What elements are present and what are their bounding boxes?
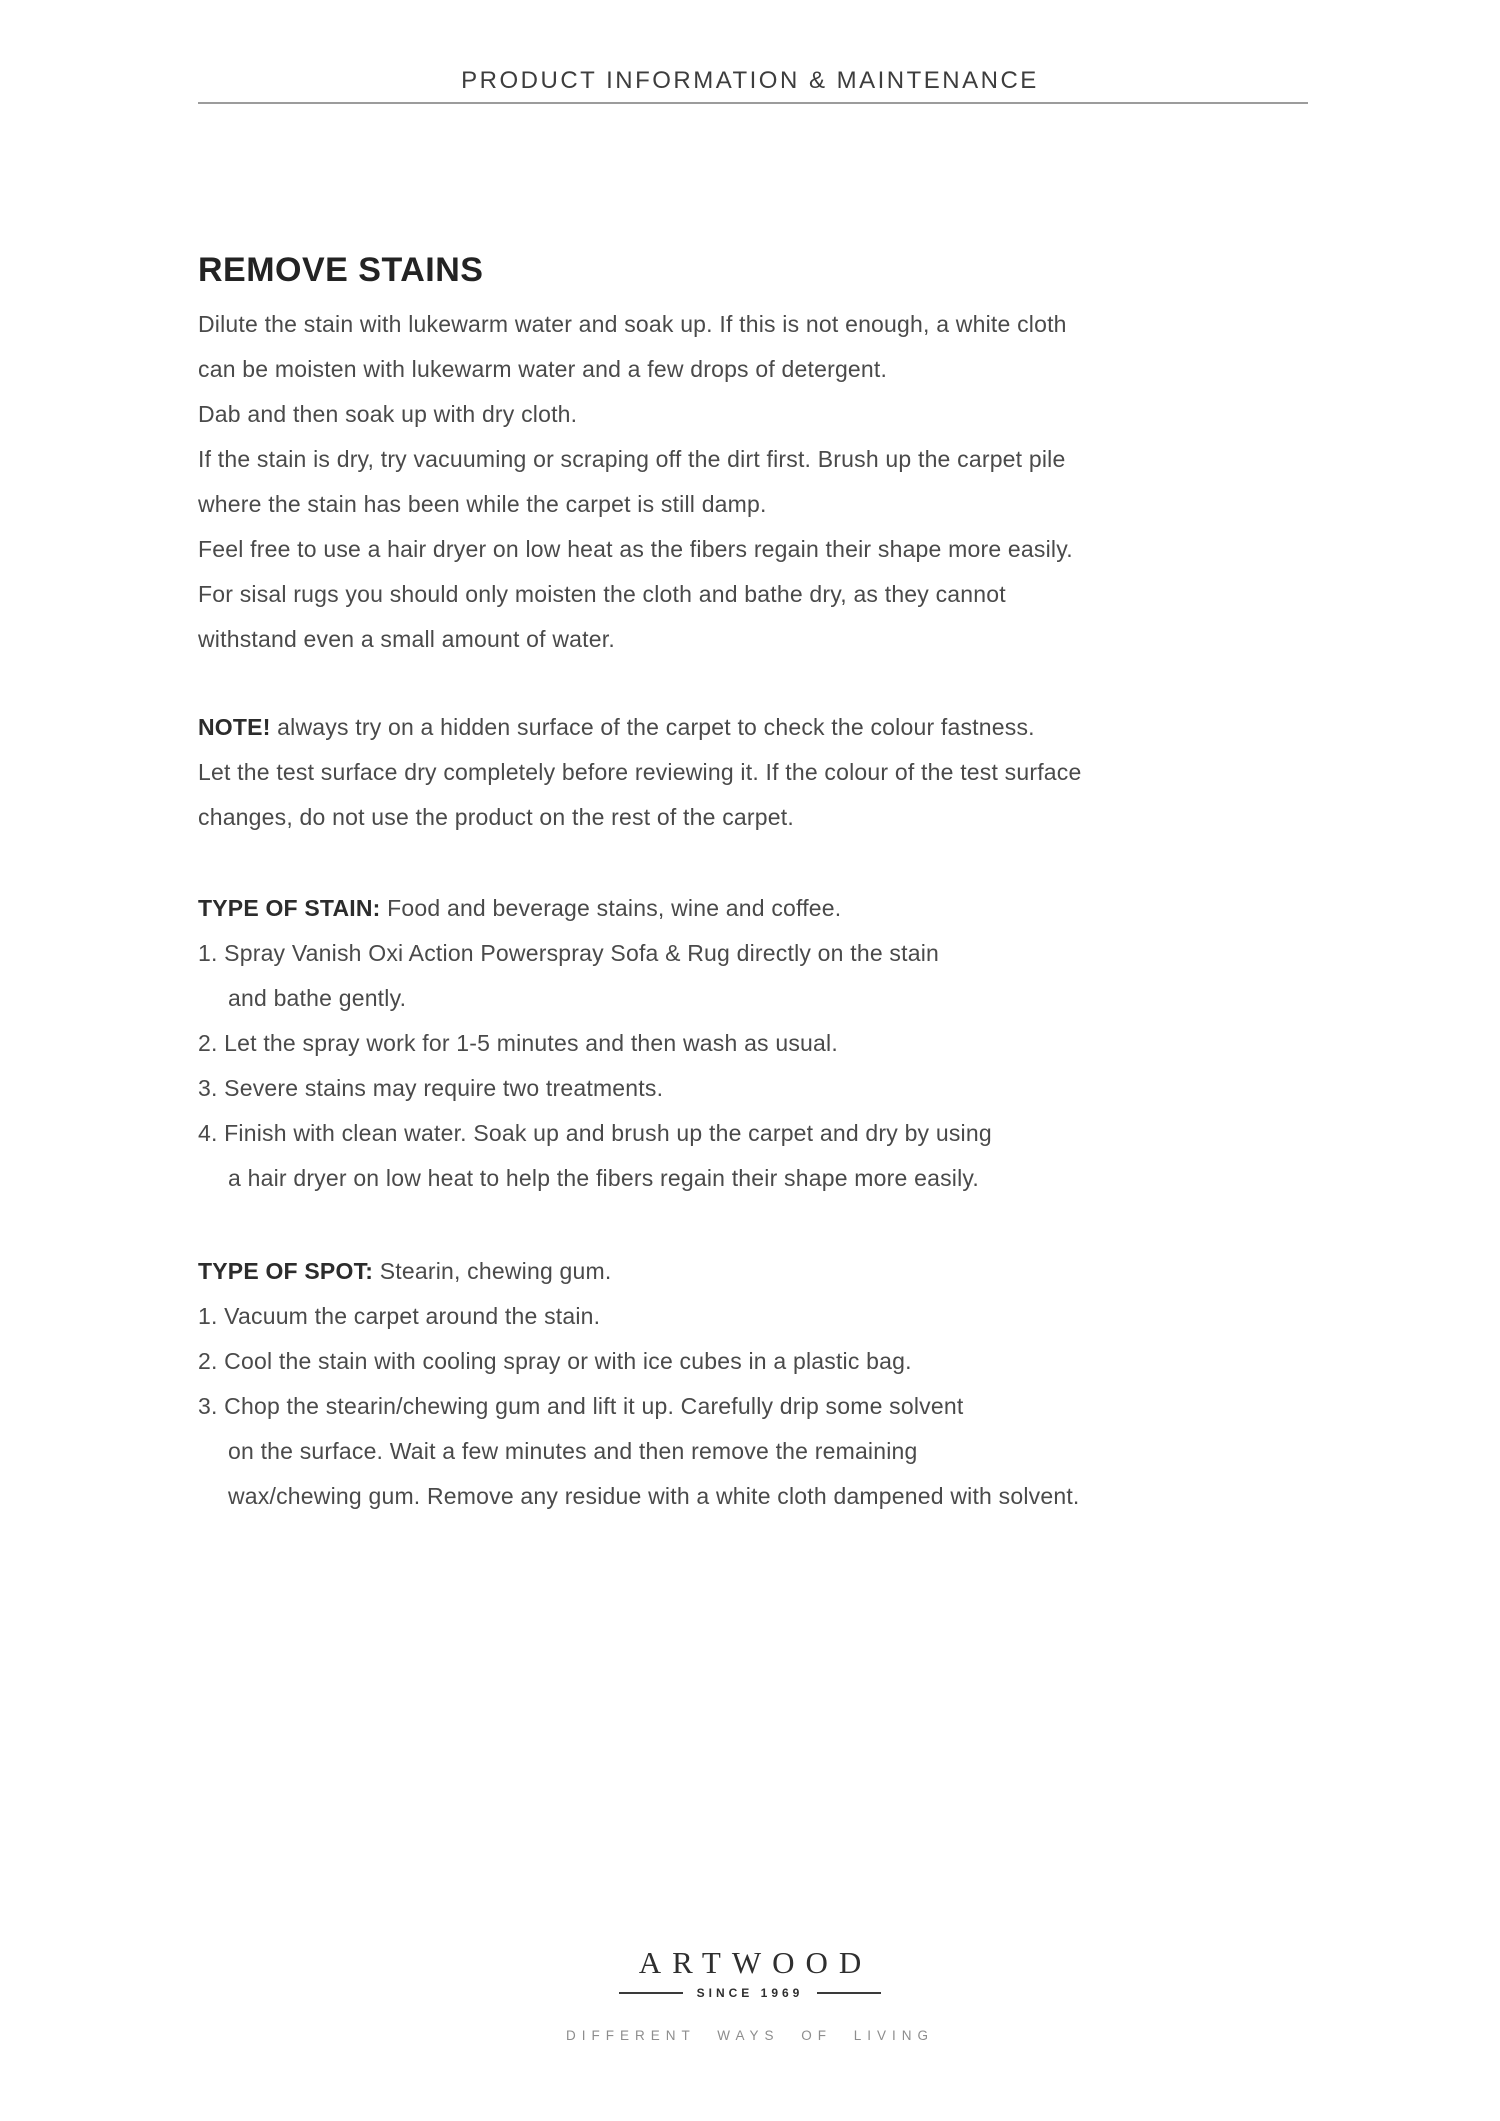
- spot-step-continuation: wax/chewing gum. Remove any residue with a white cloth dampened with solvent.: [228, 1483, 1080, 1509]
- spot-step: 1. Vacuum the carpet around the stain.: [198, 1303, 601, 1329]
- brand-footer: [0, 1945, 1500, 2044]
- since-right-line: [817, 1992, 881, 1994]
- since-text: SINCE 1969: [696, 1986, 804, 2000]
- stain-step: 2. Let the spray work for 1-5 minutes and then wash as usual.: [198, 1030, 838, 1056]
- spot-step: 2. Cool the stain with cooling spray or with ice cubes in a plastic bag.: [198, 1348, 912, 1374]
- stain-step-continuation: and bathe gently.: [228, 985, 407, 1011]
- note-text: always try on a hidden surface of the carpet to check the colour fastness.: [270, 714, 1035, 740]
- since-left-line: [619, 1992, 683, 1994]
- intro-line: If the stain is dry, try vacuuming or scraping off the dirt first. Brush up the carpet pile: [198, 446, 1066, 472]
- note-line: [198, 705, 1310, 750]
- spot-step-continuation: on the surface. Wait a few minutes and then remove the remaining: [228, 1438, 918, 1464]
- note-line: changes, do not use the product on the rest of the carpet.: [198, 804, 794, 830]
- intro-line: withstand even a small amount of water.: [198, 626, 615, 652]
- section-title: REMOVE STAINS: [198, 251, 484, 289]
- intro-paragraph: [198, 302, 1310, 662]
- intro-line: where the stain has been while the carpet is still damp.: [198, 491, 767, 517]
- stain-heading-label: TYPE OF STAIN:: [198, 895, 381, 921]
- spot-step: 3. Chop the stearin/chewing gum and lift it up. Carefully drip some solvent: [198, 1393, 964, 1419]
- header-divider: [198, 102, 1308, 104]
- page-header-title: PRODUCT INFORMATION & MAINTENANCE: [461, 67, 1039, 94]
- intro-line: Dab and then soak up with dry cloth.: [198, 401, 578, 427]
- stain-step-continuation: a hair dryer on low heat to help the fibers regain their shape more easily.: [228, 1165, 979, 1191]
- intro-line: For sisal rugs you should only moisten the cloth and bathe dry, as they cannot: [198, 581, 1006, 607]
- spot-heading-label: TYPE OF SPOT:: [198, 1258, 374, 1284]
- intro-line: Feel free to use a hair dryer on low heat as the fibers regain their shape more easily.: [198, 536, 1073, 562]
- spot-heading: [198, 1249, 1310, 1294]
- brand-tagline: DIFFERENT WAYS OF LIVING: [565, 2028, 935, 2043]
- note-paragraph: [198, 705, 1310, 840]
- intro-line: Dilute the stain with lukewarm water and soak up. If this is not enough, a white cloth: [198, 311, 1067, 337]
- type-of-stain-section: [198, 886, 1310, 1201]
- intro-line: can be moisten with lukewarm water and a few drops of detergent.: [198, 356, 888, 382]
- stain-step: 3. Severe stains may require two treatments.: [198, 1075, 664, 1101]
- artwood-logo: ARTWOOD: [638, 1945, 873, 1980]
- type-of-spot-section: [198, 1249, 1310, 1519]
- stain-heading: [198, 886, 1310, 931]
- stain-heading-text: Food and beverage stains, wine and coffee.: [380, 895, 842, 921]
- note-line: Let the test surface dry completely before reviewing it. If the colour of the test surface: [198, 759, 1082, 785]
- content-area: [198, 250, 1310, 1519]
- stain-step: 1. Spray Vanish Oxi Action Powerspray Sofa & Rug directly on the stain: [198, 940, 939, 966]
- stain-step: 4. Finish with clean water. Soak up and brush up the carpet and dry by using: [198, 1120, 992, 1146]
- spot-heading-text: Stearin, chewing gum.: [373, 1258, 612, 1284]
- since-row: [0, 1986, 1500, 2000]
- note-label: NOTE!: [198, 714, 271, 740]
